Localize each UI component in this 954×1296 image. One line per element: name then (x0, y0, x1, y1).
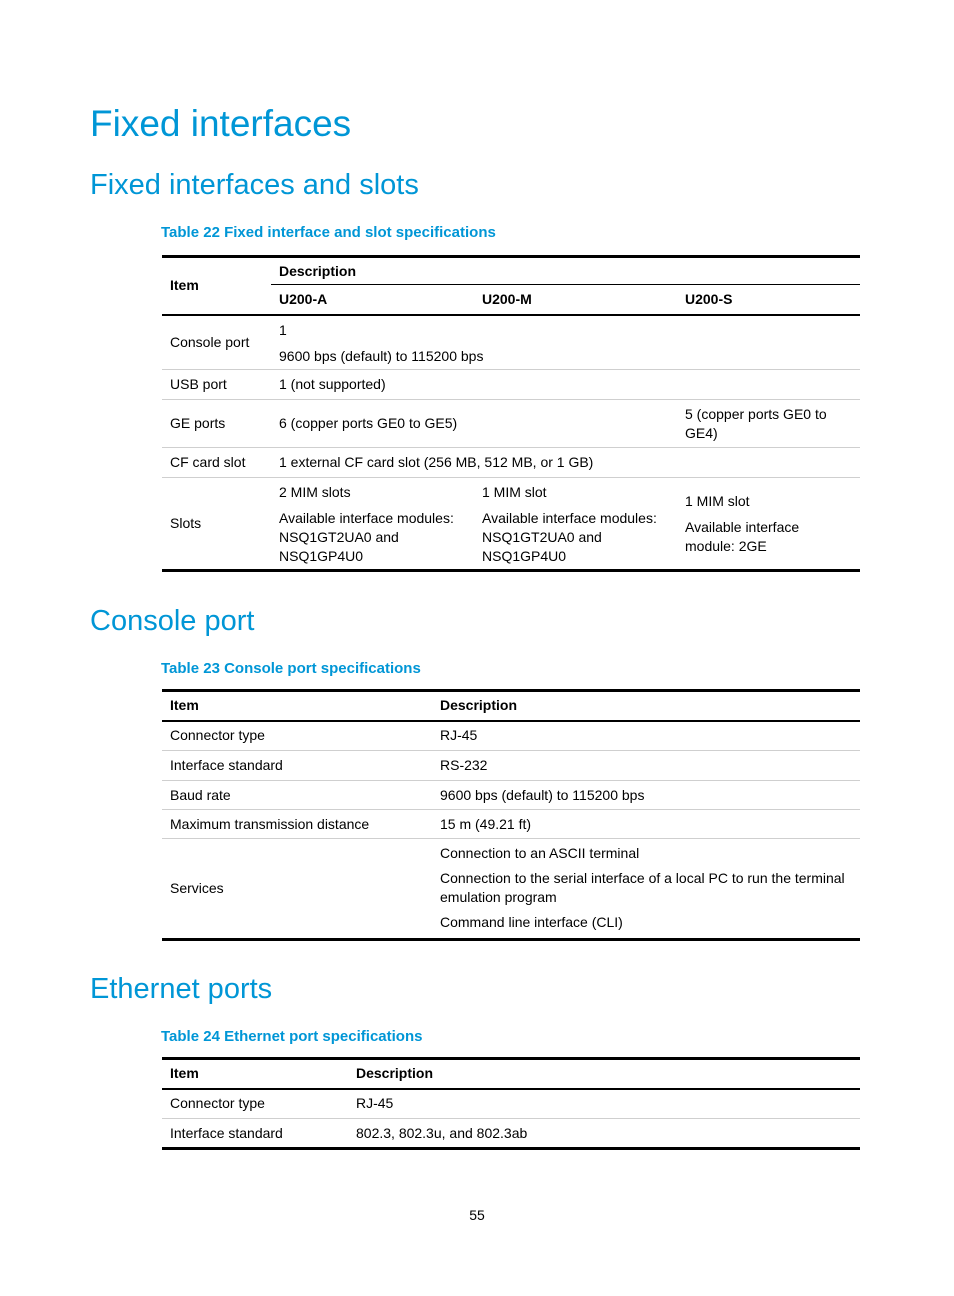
ethernet-spec-table (162, 1057, 860, 1150)
console-row-desc: 9600 bps (default) to 115200 bps (432, 781, 860, 810)
ethernet-row-item: Connector type (162, 1089, 348, 1119)
slots-m-modules: Available interface modules: NSQ1GT2UA0 and NSQ1GP4U0 (482, 510, 657, 564)
services-line: Connection to an ASCII terminal (440, 845, 640, 861)
slots-s-count: 1 MIM slot (685, 492, 750, 509)
console-row-desc: 15 m (49.21 ft) (432, 810, 860, 839)
slots-a-count: 2 MIM slots (279, 484, 351, 500)
header-description: Description (432, 691, 860, 721)
slots-m-count: 1 MIM slot (482, 484, 547, 500)
console-row-item: Maximum transmission distance (162, 810, 432, 839)
services-line: Command line interface (CLI) (440, 914, 623, 930)
section-heading-slots: Fixed interfaces and slots (90, 169, 419, 201)
ethernet-row-item: Interface standard (162, 1119, 348, 1149)
console-speed: 9600 bps (default) to 115200 bps (279, 347, 484, 364)
slots-value-m (474, 478, 677, 571)
console-count: 1 (279, 321, 287, 338)
usb-value: 1 (not supported) (271, 370, 860, 400)
table-caption-23: Table 23 Console port specifications (161, 660, 421, 677)
table-caption-24: Table 24 Ethernet port specifications (161, 1028, 423, 1045)
table-row (162, 1119, 860, 1149)
console-row-desc: RS-232 (432, 751, 860, 781)
table-row (162, 810, 860, 839)
section-heading-console: Console port (90, 605, 255, 637)
page-title: Fixed interfaces (90, 103, 352, 144)
slots-s-modules: Available interface module: 2GE (685, 518, 800, 554)
table-row (162, 370, 860, 400)
header-description: Description (348, 1059, 860, 1089)
table-caption-22: Table 22 Fixed interface and slot specifications (161, 224, 496, 241)
row-label-ge: GE ports (162, 400, 271, 448)
slots-value-s (677, 478, 860, 571)
services-desc (432, 839, 860, 940)
table-row (162, 781, 860, 810)
table-row (162, 839, 860, 940)
table-row (162, 1089, 860, 1119)
row-label-console: Console port (162, 315, 271, 370)
ethernet-row-desc: RJ-45 (348, 1089, 860, 1119)
page-number: 55 (469, 1207, 485, 1223)
table-row (162, 751, 860, 781)
row-label-slots: Slots (162, 478, 271, 571)
ethernet-row-desc: 802.3, 802.3u, and 802.3ab (348, 1119, 860, 1149)
table-row (162, 315, 860, 370)
services-line: Connection to the serial interface of a local PC to run the terminal emulation program (440, 870, 845, 905)
console-value (271, 315, 860, 370)
header-model-s: U200-S (677, 285, 860, 315)
section-heading-ethernet: Ethernet ports (90, 973, 273, 1005)
table-row (162, 448, 860, 478)
console-spec-table (162, 689, 860, 941)
cf-value: 1 external CF card slot (256 MB, 512 MB, or 1 GB) (271, 448, 860, 478)
console-row-item: Baud rate (162, 781, 432, 810)
table-row (162, 721, 860, 751)
console-row-desc: RJ-45 (432, 721, 860, 751)
table-row (162, 478, 860, 571)
ge-value-s: 5 (copper ports GE0 to GE4) (677, 400, 860, 448)
row-label-usb: USB port (162, 370, 271, 400)
services-item: Services (162, 839, 432, 940)
ge-value-am: 6 (copper ports GE0 to GE5) (271, 400, 677, 448)
slots-a-modules: Available interface modules: NSQ1GT2UA0 and NSQ1GP4U0 (279, 510, 454, 564)
row-label-cf: CF card slot (162, 448, 271, 478)
slot-spec-table (162, 255, 860, 572)
header-model-a: U200-A (271, 285, 474, 315)
slots-value-a (271, 478, 474, 571)
header-description: Description (271, 257, 860, 285)
header-model-m: U200-M (474, 285, 677, 315)
table-row (162, 400, 860, 448)
console-row-item: Interface standard (162, 751, 432, 781)
header-item: Item (162, 257, 271, 315)
header-item: Item (162, 691, 432, 721)
header-item: Item (162, 1059, 348, 1089)
console-row-item: Connector type (162, 721, 432, 751)
